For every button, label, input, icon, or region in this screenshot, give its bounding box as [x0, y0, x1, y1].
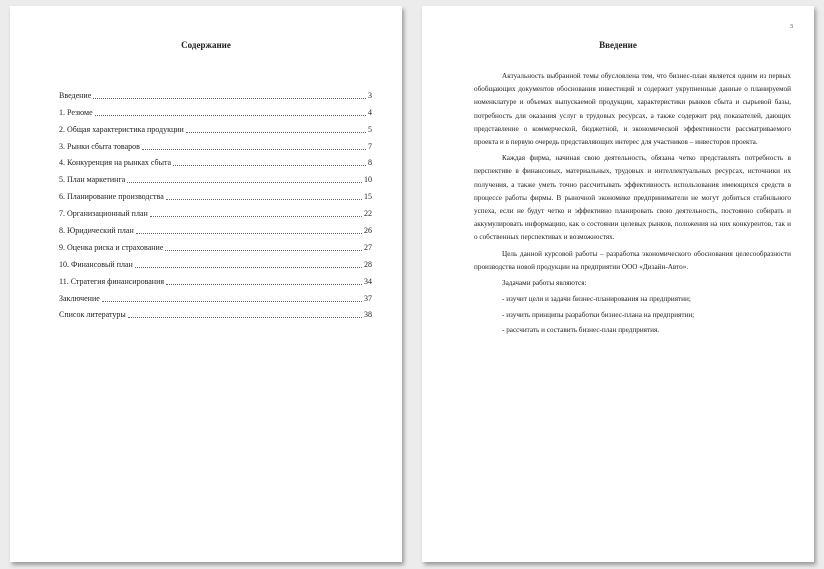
toc-entry-label: 6. Планирование производства	[59, 192, 164, 202]
toc-entry	[59, 253, 372, 270]
toc-entry	[59, 219, 372, 236]
toc-entry-page: 15	[364, 192, 372, 202]
toc-entry-label: 1. Резюме	[59, 107, 93, 117]
toc-entry	[59, 118, 372, 135]
toc-entry-label: 10. Финансовый план	[59, 259, 133, 269]
tasks-heading: Задачами работы являются:	[502, 279, 587, 288]
toc-leader-dots	[166, 284, 362, 285]
toc-entry-label: Заключение	[59, 293, 100, 303]
toc-entry-page: 3	[368, 90, 372, 100]
toc-entry-label: 7. Организационный план	[59, 209, 148, 219]
toc-leader-dots	[150, 216, 362, 217]
toc-leader-dots	[102, 301, 362, 302]
toc-entry-page: 5	[368, 124, 372, 134]
toc-leader-dots	[186, 132, 366, 133]
toc-leader-dots	[128, 317, 362, 318]
toc-entry-page: 8	[368, 158, 372, 168]
toc-leader-dots	[166, 199, 362, 200]
toc-leader-dots	[173, 165, 366, 166]
toc-entry-label: 8. Юридический план	[59, 226, 134, 236]
toc-leader-dots	[165, 250, 362, 251]
toc-entry-label: 4. Конкуренция на рынках сбыта	[59, 158, 172, 168]
toc-entry-label: 2. Общая характеристика продукции	[59, 124, 184, 134]
toc-entry-label: Введение	[59, 90, 92, 100]
toc-entry-page: 10	[364, 175, 372, 185]
toc-entry-page: 4	[368, 107, 372, 117]
tasks-list	[474, 292, 791, 339]
introduction-body	[474, 70, 791, 339]
introduction-paragraph: Каждая фирма, начиная свою деятельность, обязана четко представлять потребность в перспективе в финансовых, материальных, трудовых и интеллектуальных ресурсах, источники их получения, а также уметь точно рассчитывать эффективность использования имеющихся средств в процессе работы фирмы. В рыночной экономике предприниматели не могут добиться стабильного успеха, если не будут четко и эффективно планировать свою деятельность, постоянно собирать и аккумулировать информацию, как о состоянии целевых рынков, положения на них конкурентов, так и о собственных перспективах и возможностях.	[474, 154, 791, 242]
toc-entry-label: 11. Стратегия финансирования	[59, 276, 165, 286]
toc-leader-dots	[142, 149, 366, 150]
toc-entry-page: 34	[364, 276, 372, 286]
toc-entry	[59, 185, 372, 202]
task-item: - изучит цели и задачи бизнес-планирования на предприятии;	[502, 295, 691, 304]
task-item: - изучить принципы разработки бизнес-плана на предприятии;	[502, 310, 695, 319]
table-of-contents	[59, 84, 372, 320]
toc-leader-dots	[135, 267, 362, 268]
contents-title: Содержание	[181, 40, 231, 50]
contents-page	[10, 6, 402, 562]
toc-entry-label: 5. План маркетинга	[59, 175, 126, 185]
toc-entry	[59, 304, 372, 321]
toc-entry-label: 9. Оценка риска и страхование	[59, 242, 164, 252]
page-number: 3	[789, 23, 793, 30]
toc-entry-page: 26	[364, 226, 372, 236]
toc-entry	[59, 135, 372, 152]
toc-entry	[59, 168, 372, 185]
introduction-title: Введение	[599, 40, 637, 50]
toc-leader-dots	[93, 98, 366, 99]
toc-entry	[59, 236, 372, 253]
toc-entry	[59, 152, 372, 169]
toc-entry	[59, 101, 372, 118]
toc-entry	[59, 84, 372, 101]
toc-entry-page: 38	[364, 310, 372, 320]
toc-leader-dots	[95, 115, 366, 116]
introduction-paragraph: Актуальность выбранной темы обусловлена тем, что бизнес-план является одним из первых обобщающих документов обоснования инвестиций и содержит укрупненные данные о планируемой номенклатуре и объемах выпускаемой продукции, характеристики рынков сбыта и сырьевой базы, потребность для оказания услуг в трудовых ресурсах, а также содержит ряд показателей, дающих представление о коммерческой, бюджетной, и экономической эффективности рассматриваемого проекта и в первую очередь представляющих интерес для участников – инвесторов проекта.	[474, 72, 791, 147]
toc-entry-page: 22	[364, 209, 372, 219]
toc-entry-page: 28	[364, 259, 372, 269]
introduction-page	[422, 6, 814, 562]
toc-entry-page: 7	[368, 141, 372, 151]
toc-entry	[59, 287, 372, 304]
toc-leader-dots	[127, 182, 362, 183]
toc-entry-label: Список литературы	[59, 310, 126, 320]
toc-entry	[59, 270, 372, 287]
toc-entry	[59, 202, 372, 219]
introduction-paragraph: Цель данной курсовой работы – разработка экономического обоснования целесообразности производства новой продукции на предприятии ООО «Дизайн-Авто».	[474, 249, 791, 271]
toc-entry-page: 27	[364, 242, 372, 252]
toc-leader-dots	[136, 233, 362, 234]
toc-entry-page: 37	[364, 293, 372, 303]
toc-entry-label: 3. Рынки сбыта товаров	[59, 141, 140, 151]
task-item: - рассчитать и составить бизнес-план предприятия.	[502, 326, 660, 335]
